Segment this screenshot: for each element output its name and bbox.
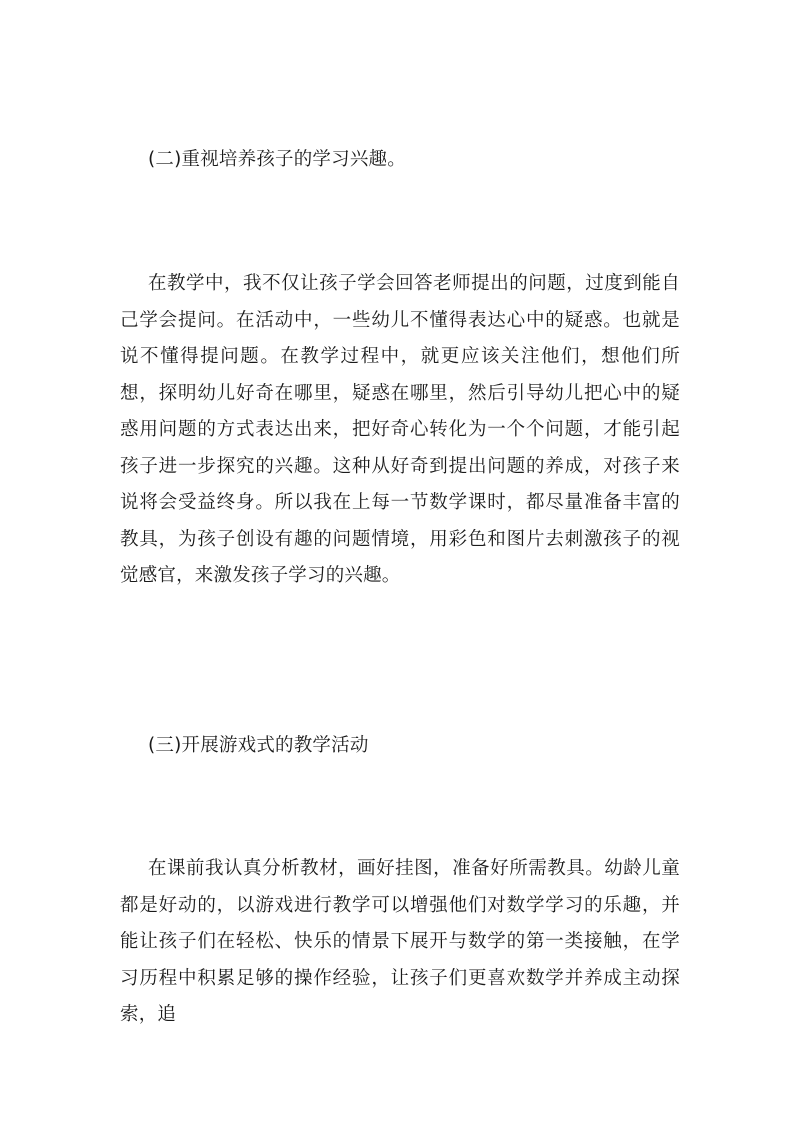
section-two-heading: (二)重视培养孩子的学习兴趣。 xyxy=(148,149,406,170)
section-three-paragraph: 在课前我认真分析教材，画好挂图，准备好所需教具。幼龄儿童都是好动的，以游戏进行教学可以增强他们对数学学习的乐趣，并能让孩子们在轻松、快乐的情景下展开与数学的第一类接触，在学习历程中积累足够的操作经验，让孩子们更喜欢数学并养成主动探索，追 xyxy=(120,858,680,1025)
section-two-paragraph: 在教学中，我不仅让孩子学会回答老师提出的问题，过度到能自己学会提问。在活动中，一些幼儿不懂得表达心中的疑惑。也就是说不懂得提问题。在教学过程中，就更应该关注他们，想他们所想，探明幼儿好奇在哪里，疑惑在哪里，然后引导幼儿把心中的疑惑用问题的方式表达出来，把好奇心转化为一个个问题，才能引起孩子进一步探究的兴趣。这种从好奇到提出问题的养成，对孩子来说将会受益终身。所以我在上每一节数学课时，都尽量准备丰富的教具，为孩子创设有趣的问题情境，用彩色和图片去刺激孩子的视觉感官，来激发孩子学习的兴趣。 xyxy=(120,273,680,586)
section-three-heading: (三)开展游戏式的教学活动 xyxy=(148,735,369,756)
